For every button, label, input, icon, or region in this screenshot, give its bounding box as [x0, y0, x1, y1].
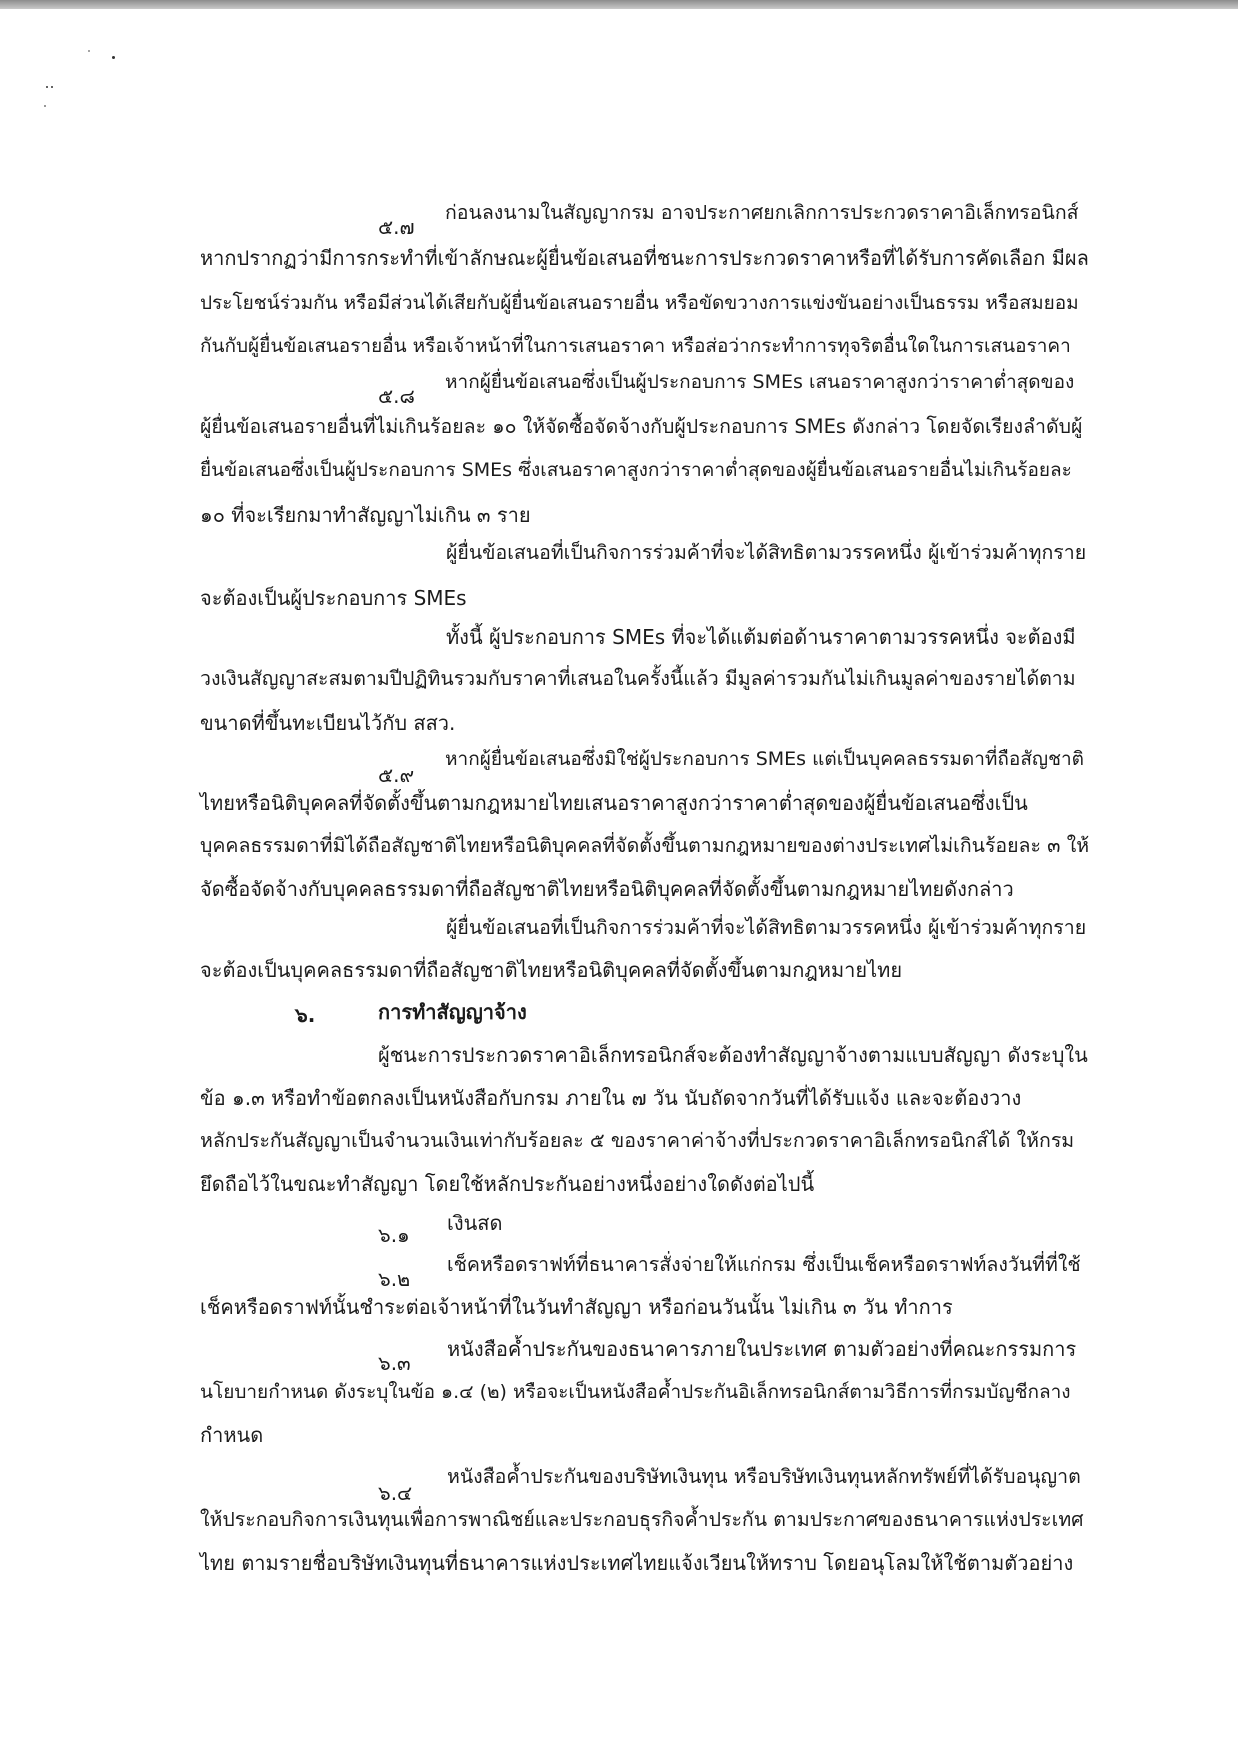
- paragraph-line: ยึดถือไว้ในขณะทำสัญญา โดยใช้หลักประกันอย่างหนึ่งอย่างใดดังต่อไปนี้: [200, 1172, 815, 1196]
- paragraph-line: หนังสือค้ำประกันของบริษัทเงินทุน หรือบริษัทเงินทุนหลักทรัพย์ที่ได้รับอนุญาต: [447, 1465, 1081, 1488]
- clause-number: ๕.๙: [378, 763, 415, 787]
- paragraph-line: ประโยชน์ร่วมกัน หรือมีส่วนได้เสียกับผู้ยื่นข้อเสนอรายอื่น หรือขัดขวางการแข่งขันอย่างเป็นธรรม หรือสมยอม: [200, 292, 1079, 314]
- paragraph-line: หากผู้ยื่นข้อเสนอซึ่งมิใช่ผู้ประกอบการ SMEs แต่เป็นบุคคลธรรมดาที่ถือสัญชาติ: [445, 748, 1085, 770]
- paragraph-line: จะต้องเป็นบุคคลธรรมดาที่ถือสัญชาติไทยหรือนิติบุคคลที่จัดตั้งขึ้นตามกฎหมายไทย: [200, 958, 903, 982]
- clause-number: ๖.๑: [378, 1223, 410, 1247]
- paragraph-line: จะต้องเป็นผู้ประกอบการ SMEs: [200, 586, 467, 610]
- paragraph-line: หากผู้ยื่นข้อเสนอซึ่งเป็นผู้ประกอบการ SMEs เสนอราคาสูงกว่าราคาต่ำสุดของ: [445, 371, 1075, 393]
- clause-number: ๖.๒: [378, 1267, 411, 1291]
- paragraph-line: วงเงินสัญญาสะสมตามปีปฏิทินรวมกับราคาที่เสนอในครั้งนี้แล้ว มีมูลค่ารวมกันไม่เกินมูลค่าของรายได้ตาม: [200, 667, 1076, 690]
- paragraph-line: ผู้ชนะการประกวดราคาอิเล็กทรอนิกส์จะต้องทำสัญญาจ้างตามแบบสัญญา ดังระบุใน: [378, 1043, 1088, 1067]
- paragraph-line: นโยบายกำหนด ดังระบุในข้อ ๑.๔ (๒) หรือจะเป็นหนังสือค้ำประกันอิเล็กทรอนิกส์ตามวิธีการที่กรมบัญชีกลาง: [200, 1381, 1071, 1403]
- paragraph-line: ผู้ยื่นข้อเสนอรายอื่นที่ไม่เกินร้อยละ ๑๐ ให้จัดซื้อจัดจ้างกับผู้ประกอบการ SMEs ดังกล่าว โดยจัดเรียงลำดับผู้: [200, 415, 1083, 438]
- section-number: ๖.: [295, 1003, 316, 1027]
- paragraph-line: กำหนด: [200, 1423, 264, 1447]
- paragraph-line: ผู้ยื่นข้อเสนอที่เป็นกิจการร่วมค้าที่จะได้สิทธิตามวรรคหนึ่ง ผู้เข้าร่วมค้าทุกราย: [446, 916, 1087, 939]
- clause-number: ๖.๔: [378, 1481, 413, 1505]
- paragraph-line: หนังสือค้ำประกันของธนาคารภายในประเทศ ตามตัวอย่างที่คณะกรรมการ: [447, 1337, 1077, 1361]
- paragraph-line: จัดซื้อจัดจ้างกับบุคคลธรรมดาที่ถือสัญชาติไทยหรือนิติบุคคลที่จัดตั้งขึ้นตามกฎหมายไทยดังกล่าว: [200, 877, 1014, 901]
- paragraph-line: กันกับผู้ยื่นข้อเสนอรายอื่น หรือเจ้าหน้าที่ในการเสนอราคา หรือส่อว่ากระทำการทุจริตอื่นใดในการเสนอราคา: [200, 335, 1071, 357]
- paragraph-line: เช็คหรือดราฟท์นั้นชำระต่อเจ้าหน้าที่ในวันทำสัญญา หรือก่อนวันนั้น ไม่เกิน ๓ วัน ทำการ: [200, 1295, 953, 1319]
- paragraph-line: ให้ประกอบกิจการเงินทุนเพื่อการพาณิชย์และประกอบธุรกิจค้ำประกัน ตามประกาศของธนาคารแห่งประเทศ: [200, 1508, 1084, 1531]
- paragraph-line: เงินสด: [447, 1211, 503, 1235]
- clause-number: ๕.๘: [378, 384, 415, 408]
- paragraph-line: ไทย ตามรายชื่อบริษัทเงินทุนที่ธนาคารแห่งประเทศไทยแจ้งเวียนให้ทราบ โดยอนุโลมให้ใช้ตามตัวอย่าง: [200, 1551, 1074, 1575]
- paragraph-line: ผู้ยื่นข้อเสนอที่เป็นกิจการร่วมค้าที่จะได้สิทธิตามวรรคหนึ่ง ผู้เข้าร่วมค้าทุกราย: [446, 541, 1087, 564]
- paragraph-line: ก่อนลงนามในสัญญากรม อาจประกาศยกเลิกการประกวดราคาอิเล็กทรอนิกส์: [445, 201, 1079, 224]
- clause-number: ๕.๗: [378, 215, 415, 239]
- paragraph-line: ขนาดที่ขึ้นทะเบียนไว้กับ สสว.: [200, 711, 456, 735]
- paragraph-line: ไทยหรือนิติบุคคลที่จัดตั้งขึ้นตามกฎหมายไทยเสนอราคาสูงกว่าราคาต่ำสุดของผู้ยื่นข้อเสนอซึ่งเป็น: [200, 791, 1028, 815]
- paragraph-line: เช็คหรือดราฟท์ที่ธนาคารสั่งจ่ายให้แก่กรม ซึ่งเป็นเช็คหรือดราฟท์ลงวันที่ที่ใช้: [447, 1253, 1081, 1276]
- paragraph-line: ยื่นข้อเสนอซึ่งเป็นผู้ประกอบการ SMEs ซึ่งเสนอราคาสูงกว่าราคาต่ำสุดของผู้ยื่นข้อเสนอรายอื่นไม่เกินร้อยละ: [200, 459, 1072, 481]
- paragraph-line: หากปรากฏว่ามีการกระทำที่เข้าลักษณะผู้ยื่นข้อเสนอที่ชนะการประกวดราคาหรือที่ได้รับการคัดเลือก มีผล: [200, 246, 1089, 270]
- paragraph-line: หลักประกันสัญญาเป็นจำนวนเงินเท่ากับร้อยละ ๕ ของราคาค่าจ้างที่ประกวดราคาอิเล็กทรอนิกส์ได้ ให้กรม: [200, 1129, 1075, 1152]
- clause-number: ๖.๓: [378, 1351, 411, 1375]
- section-heading: การทำสัญญาจ้าง: [378, 1000, 527, 1024]
- paragraph-line: ๑๐ ที่จะเรียกมาทำสัญญาไม่เกิน ๓ ราย: [200, 503, 531, 527]
- paragraph-line: บุคคลธรรมดาที่มิได้ถือสัญชาติไทยหรือนิติบุคคลที่จัดตั้งขึ้นตามกฎหมายของต่างประเทศไม่เกินร้อยละ ๓ ให้: [200, 834, 1090, 857]
- paragraph-line: ทั้งนี้ ผู้ประกอบการ SMEs ที่จะได้แต้มต่อด้านราคาตามวรรคหนึ่ง จะต้องมี: [446, 625, 1076, 649]
- paragraph-line: ข้อ ๑.๓ หรือทำข้อตกลงเป็นหนังสือกับกรม ภายใน ๗ วัน นับถัดจากวันที่ได้รับแจ้ง และจะต้องวาง: [200, 1086, 1022, 1110]
